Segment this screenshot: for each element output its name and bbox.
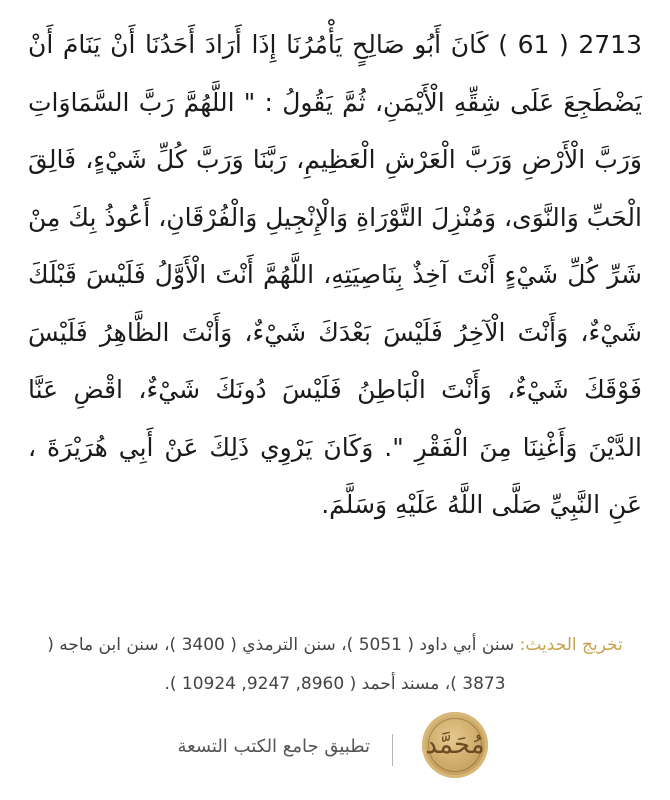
footer [0,708,670,778]
takhrij-sources: سنن أبي داود ( 5051 )، سنن الترمذي ( 3400 )، سنن ابن ماجه ( 3873 )، مسند أحمد ( 8960, 9247, 10924 ). [47,635,520,694]
app-name: تطبيق جامع الكتب التسعة [177,736,370,757]
app-logo-icon [422,712,488,778]
logo-calligraphy: مُحَمَّد [428,718,482,772]
takhrij-label: تخريج الحديث: [519,635,623,655]
hadith-takhrij [30,626,640,704]
hadith-text: 2713 ( 61 ) كَانَ أَبُو صَالِحٍ يَأْمُرُنَا إِذَا أَرَادَ أَحَدُنَا أَنْ يَنَامَ أَنْ يَضْطَجِعَ عَلَى شِقِّهِ الْأَيْمَنِ، ثُمَّ يَقُولُ : " اللَّهُمَّ رَبَّ السَّمَاوَاتِ وَرَبَّ الْأَرْضِ وَرَبَّ الْعَرْشِ الْعَظِيمِ، رَبَّنَا وَرَبَّ كُلِّ شَيْءٍ، فَالِقَ الْحَبِّ وَالنَّوَى، وَمُنْزِلَ التَّوْرَاةِ وَالْإِنْجِيلِ وَالْفُرْقَانِ، أَعُوذُ بِكَ مِنْ شَرِّ كُلِّ شَيْءٍ أَنْتَ آخِذٌ بِنَاصِيَتِهِ، اللَّهُمَّ أَنْتَ الْأَوَّلُ فَلَيْسَ قَبْلَكَ شَيْءٌ، وَأَنْتَ الْآخِرُ فَلَيْسَ بَعْدَكَ شَيْءٌ، وَأَنْتَ الظَّاهِرُ فَلَيْسَ فَوْقَكَ شَيْءٌ، وَأَنْتَ الْبَاطِنُ فَلَيْسَ دُونَكَ شَيْءٌ، اقْضِ عَنَّا الدَّيْنَ وَأَغْنِنَا مِنَ الْفَقْرِ ". وَكَانَ يَرْوِي ذَلِكَ عَنْ أَبِي هُرَيْرَةَ ، عَنِ النَّبِيِّ صَلَّى اللَّهُ عَلَيْهِ وَسَلَّمَ. [28,30,642,519]
footer-divider [392,734,393,766]
